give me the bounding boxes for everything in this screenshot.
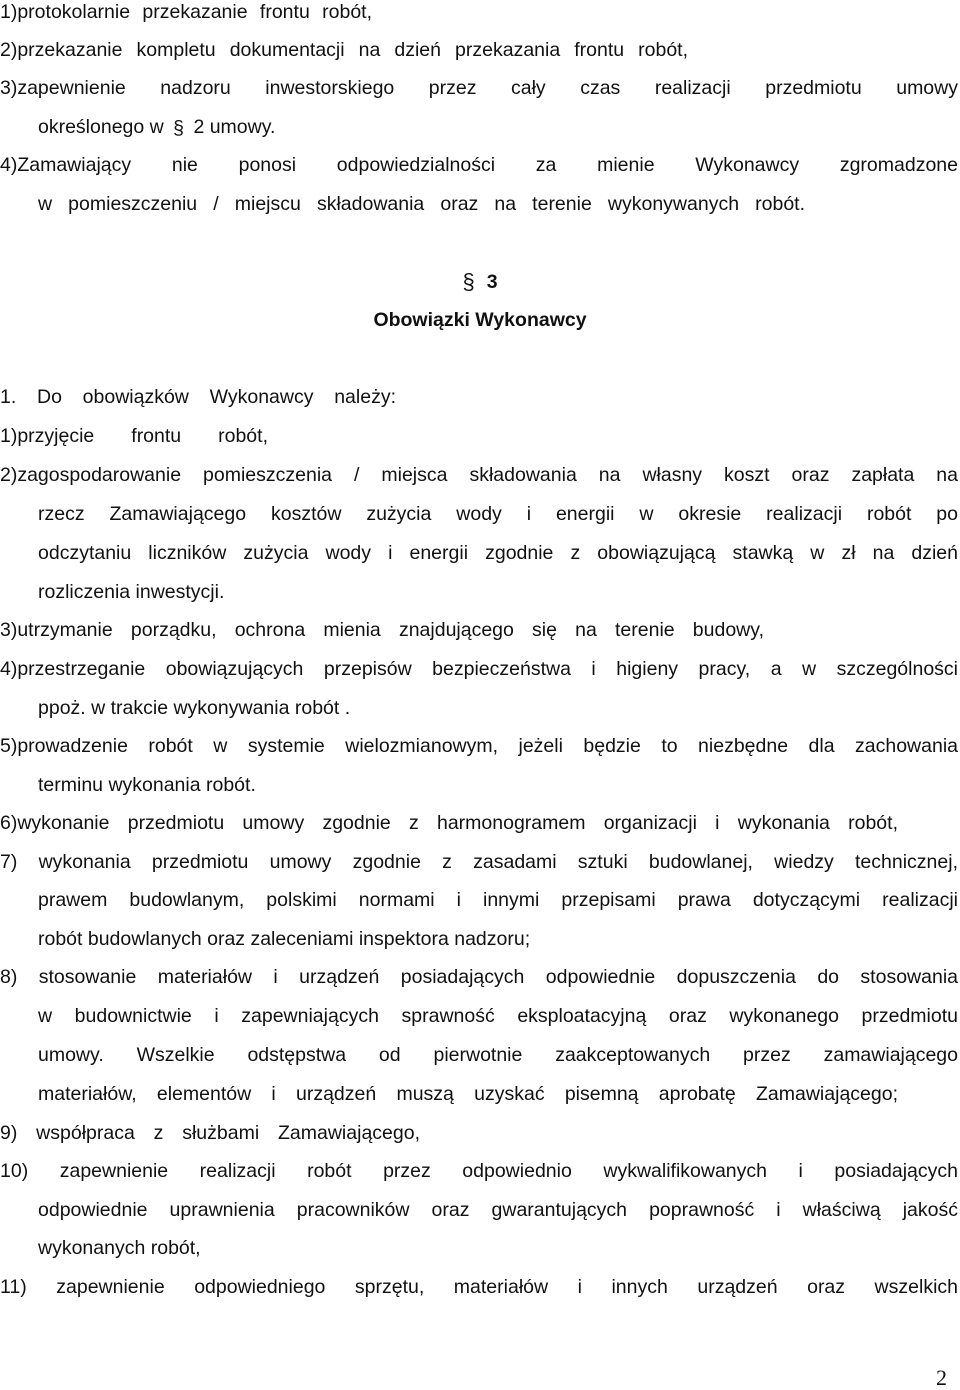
section-symbol: §: [462, 269, 475, 294]
text-fragment: 2 umowy.: [193, 116, 276, 138]
text-line: 9) współpraca z służbami Zamawiającego,: [0, 1122, 420, 1144]
section-number: [0, 269, 960, 295]
text-line: terminu wykonania robót.: [38, 774, 256, 796]
text-line: [38, 114, 275, 141]
text-line: 4)przestrzeganie obowiązujących przepisów bezpieczeństwa i higieny pracy, a w szczególności: [0, 658, 958, 680]
text-line: rzecz Zamawiającego kosztów zużycia wody i energii w okresie realizacji robót po: [38, 503, 958, 525]
text-line: 8) stosowanie materiałów i urządzeń posiadających odpowiednie dopuszczenia do stosowania: [0, 966, 958, 988]
text-line: 5)prowadzenie robót w systemie wielozmianowym, jeżeli będzie to niezbędne dla zachowania: [0, 735, 958, 757]
text-line: odpowiednie uprawnienia pracowników oraz gwarantujących poprawność i właściwą jakość: [38, 1199, 958, 1221]
text-line: w budownictwie i zapewniających sprawność eksploatacyjną oraz wykonanego przedmiotu: [38, 1005, 958, 1027]
text-line: 3)utrzymanie porządku, ochrona mienia znajdującego się na terenie budowy,: [0, 619, 764, 641]
text-line: wykonanych robót,: [38, 1237, 201, 1259]
text-line: robót budowlanych oraz zaleceniami inspektora nadzoru;: [38, 928, 531, 950]
text-fragment: określonego w: [38, 116, 164, 138]
text-line: prawem budowlanym, polskimi normami i innymi przepisami prawa dotyczącymi realizacji: [38, 889, 958, 911]
page-number: 2: [936, 1365, 947, 1390]
text-line: 1)protokolarnie przekazanie frontu robót,: [0, 1, 372, 23]
text-line: 10) zapewnienie realizacji robót przez odpowiednio wykwalifikowanych i posiadających: [0, 1160, 958, 1182]
section-title: Obowiązki Wykonawcy: [373, 309, 587, 331]
text-line: 3)zapewnienie nadzoru inwestorskiego przez cały czas realizacji przedmiotu umowy: [0, 77, 958, 99]
text-line: umowy. Wszelkie odstępstwa od pierwotnie zaakceptowanych przez zamawiającego: [38, 1044, 958, 1066]
text-line: rozliczenia inwestycji.: [38, 581, 225, 603]
text-line: odczytaniu liczników zużycia wody i energii zgodnie z obowiązującą stawką w zł na dzień: [38, 542, 958, 564]
text-line: 2)przekazanie kompletu dokumentacji na dzień przekazania frontu robót,: [0, 39, 688, 61]
section-number-value: 3: [486, 271, 498, 293]
text-line: materiałów, elementów i urządzeń muszą uzyskać pisemną aprobatę Zamawiającego;: [38, 1083, 898, 1105]
section-symbol: §: [173, 117, 185, 139]
text-line: ppoż. w trakcie wykonywania robót .: [38, 697, 351, 719]
text-line: 1. Do obowiązków Wykonawcy należy:: [0, 386, 396, 408]
text-line: 6)wykonanie przedmiotu umowy zgodnie z harmonogramem organizacji i wykonania robót,: [0, 812, 898, 834]
text-line: 2)zagospodarowanie pomieszczenia / miejsca składowania na własny koszt oraz zapłata na: [0, 464, 958, 486]
text-line: 4)Zamawiający nie ponosi odpowiedzialności za mienie Wykonawcy zgromadzone: [0, 154, 958, 176]
text-line: 1)przyjęcie frontu robót,: [0, 425, 268, 447]
text-line: w pomieszczeniu / miejscu składowania oraz na terenie wykonywanych robót.: [38, 193, 805, 215]
text-line: 7) wykonania przedmiotu umowy zgodnie z zasadami sztuki budowlanej, wiedzy technicznej,: [0, 851, 958, 873]
text-line: 11) zapewnienie odpowiedniego sprzętu, materiałów i innych urządzeń oraz wszelkich: [0, 1276, 958, 1298]
